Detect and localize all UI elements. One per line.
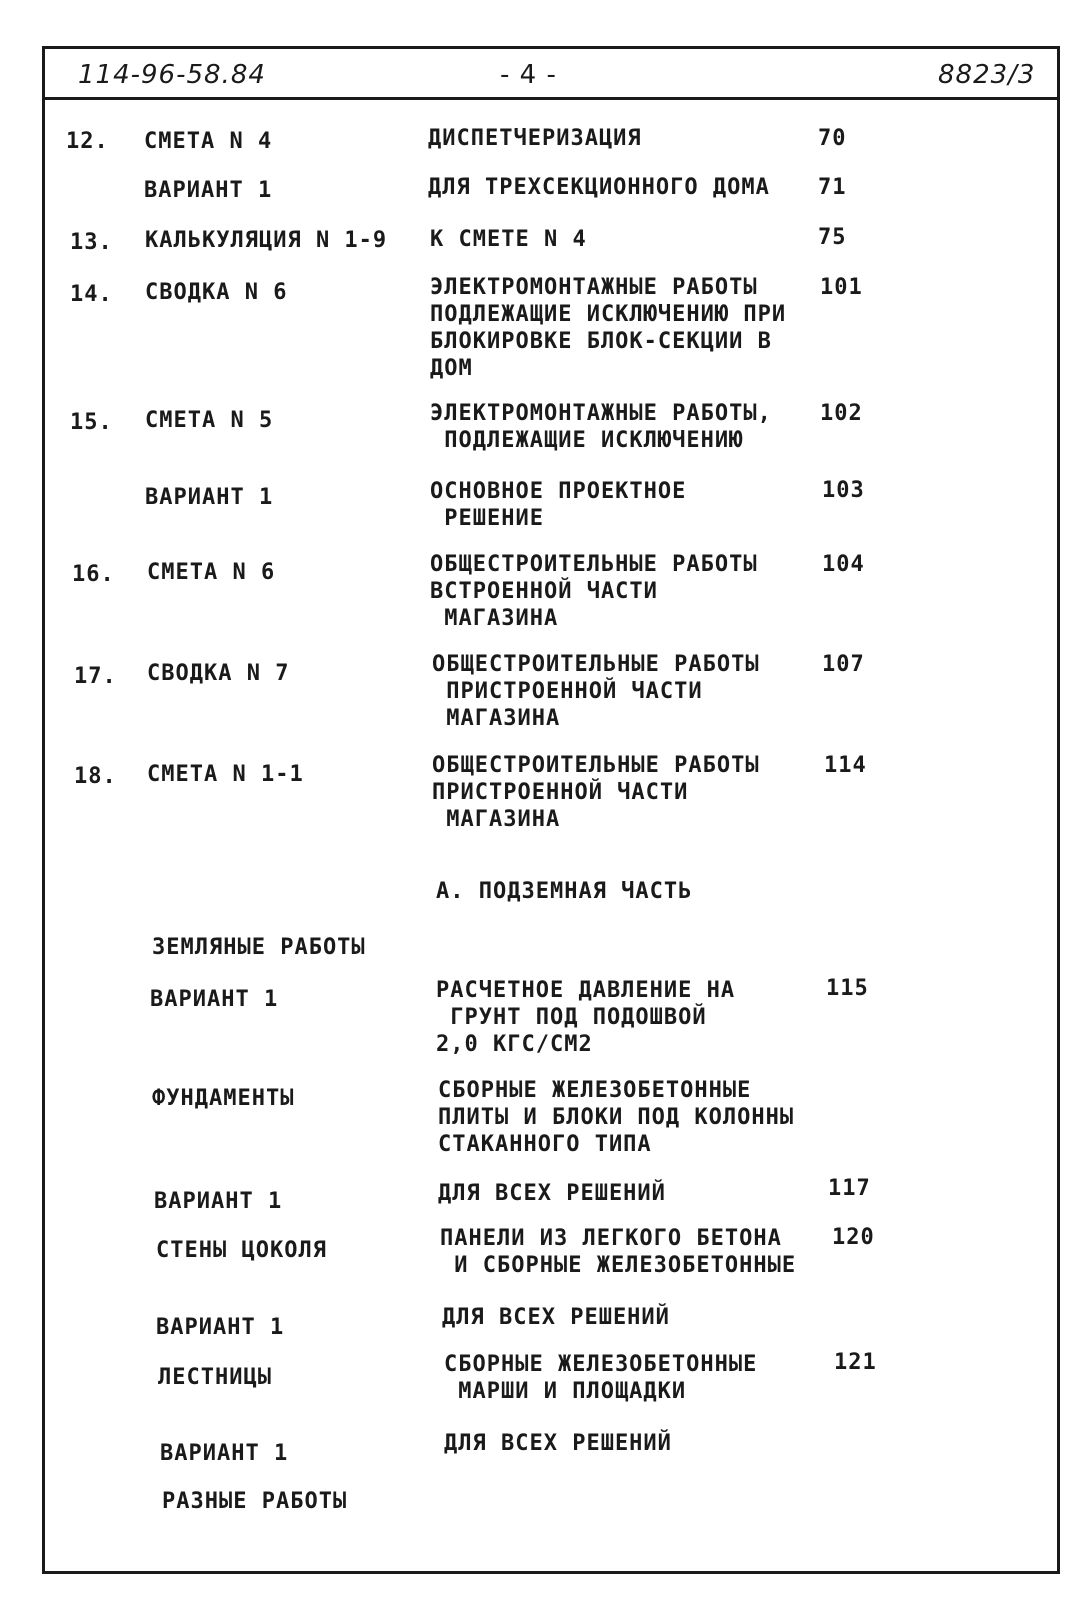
entry-number: 16. [72,562,115,587]
entry-description: ЭЛЕКТРОМОНТАЖНЫЕ РАБОТЫ ПОДЛЕЖАЩИЕ ИСКЛЮЧЕНИЮ ПРИ БЛОКИРОВКЕ БЛОК-СЕКЦИИ В ДОМ [430,275,787,381]
entry-description: К СМЕТЕ N 4 [430,227,587,252]
sub-entry-description: СБОРНЫЕ ЖЕЛЕЗОБЕТОННЫЕ МАРШИ И ПЛОЩАДКИ [444,1352,758,1404]
sub-entry-page: 115 [826,976,869,1001]
entry-page: 104 [822,552,865,577]
sub-entry-label: ВАРИАНТ 1 [156,1315,285,1340]
entry-page: 114 [824,753,867,778]
entry-description: ОБЩЕСТРОИТЕЛЬНЫЕ РАБОТЫ ПРИСТРОЕННОЙ ЧАСТИ МАГАЗИНА [432,652,760,731]
entry-label: ВАРИАНТ 1 [144,178,273,203]
sub-entry-page: 120 [832,1225,875,1250]
sub-entry-description: СБОРНЫЕ ЖЕЛЕЗОБЕТОННЫЕ ПЛИТЫ И БЛОКИ ПОД КОЛОННЫ СТАКАННОГО ТИПА [438,1078,795,1157]
entry-page: 103 [822,478,865,503]
entry-description: ДЛЯ ТРЕХСЕКЦИОННОГО ДОМА [428,175,770,200]
sub-entry-description: РАСЧЕТНОЕ ДАВЛЕНИЕ НА ГРУНТ ПОД ПОДОШВОЙ 2,0 КГС/СМ2 [436,978,736,1057]
sub-entry-label: РАЗНЫЕ РАБОТЫ [162,1489,348,1514]
sub-entry-label: ФУНДАМЕНТЫ [152,1086,295,1111]
entry-number: 13. [70,230,113,255]
entry-label: СМЕТА N 1-1 [147,762,304,787]
entry-number: 12. [66,129,109,154]
sheet-code: 8823/3 [938,60,1036,90]
entry-label: КАЛЬКУЛЯЦИЯ N 1-9 [145,228,388,253]
sub-entry-page: 117 [828,1176,871,1201]
sub-entry-label: ЗЕМЛЯНЫЕ РАБОТЫ [152,935,366,960]
entry-label: ВАРИАНТ 1 [145,485,274,510]
entry-page: 75 [818,225,847,250]
sub-entry-page: 121 [834,1350,877,1375]
entry-page: 107 [822,652,865,677]
header-divider [42,97,1060,100]
section-title: А. ПОДЗЕМНАЯ ЧАСТЬ [436,879,693,904]
entry-page: 101 [820,275,863,300]
entry-number: 14. [70,282,113,307]
entry-label: СМЕТА N 4 [144,129,273,154]
sub-entry-label: ЛЕСТНИЦЫ [158,1365,272,1390]
entry-label: СВОДКА N 7 [147,661,290,686]
entry-description: ЭЛЕКТРОМОНТАЖНЫЕ РАБОТЫ, ПОДЛЕЖАЩИЕ ИСКЛЮЧЕНИЮ [430,401,772,453]
entry-number: 18. [74,764,117,789]
sub-entry-label: СТЕНЫ ЦОКОЛЯ [156,1238,327,1263]
sub-entry-label: ВАРИАНТ 1 [160,1441,289,1466]
sub-entry-label: ВАРИАНТ 1 [154,1189,283,1214]
entry-page: 70 [818,126,847,151]
entry-number: 17. [74,664,117,689]
entry-label: СМЕТА N 5 [145,408,274,433]
entry-page: 71 [818,175,847,200]
sub-entry-description: ДЛЯ ВСЕХ РЕШЕНИЙ [438,1181,666,1206]
page-number: - 4 - [500,60,557,90]
entry-label: СМЕТА N 6 [147,560,276,585]
sub-entry-description: ПАНЕЛИ ИЗ ЛЕГКОГО БЕТОНА И СБОРНЫЕ ЖЕЛЕЗОБЕТОННЫЕ [440,1226,797,1278]
entry-description: ДИСПЕТЧЕРИЗАЦИЯ [428,126,642,151]
entry-description: ОСНОВНОЕ ПРОЕКТНОЕ РЕШЕНИЕ [430,479,687,531]
entry-label: СВОДКА N 6 [145,280,288,305]
entry-description: ОБЩЕСТРОИТЕЛЬНЫЕ РАБОТЫ ВСТРОЕННОЙ ЧАСТИ МАГАЗИНА [430,552,758,631]
entry-number: 15. [70,410,113,435]
sub-entry-description: ДЛЯ ВСЕХ РЕШЕНИЙ [444,1431,672,1456]
sub-entry-label: ВАРИАНТ 1 [150,987,279,1012]
entry-page: 102 [820,401,863,426]
sub-entry-description: ДЛЯ ВСЕХ РЕШЕНИЙ [442,1305,670,1330]
doc-code: 114-96-58.84 [78,60,266,90]
entry-description: ОБЩЕСТРОИТЕЛЬНЫЕ РАБОТЫ ПРИСТРОЕННОЙ ЧАСТИ МАГАЗИНА [432,753,760,832]
